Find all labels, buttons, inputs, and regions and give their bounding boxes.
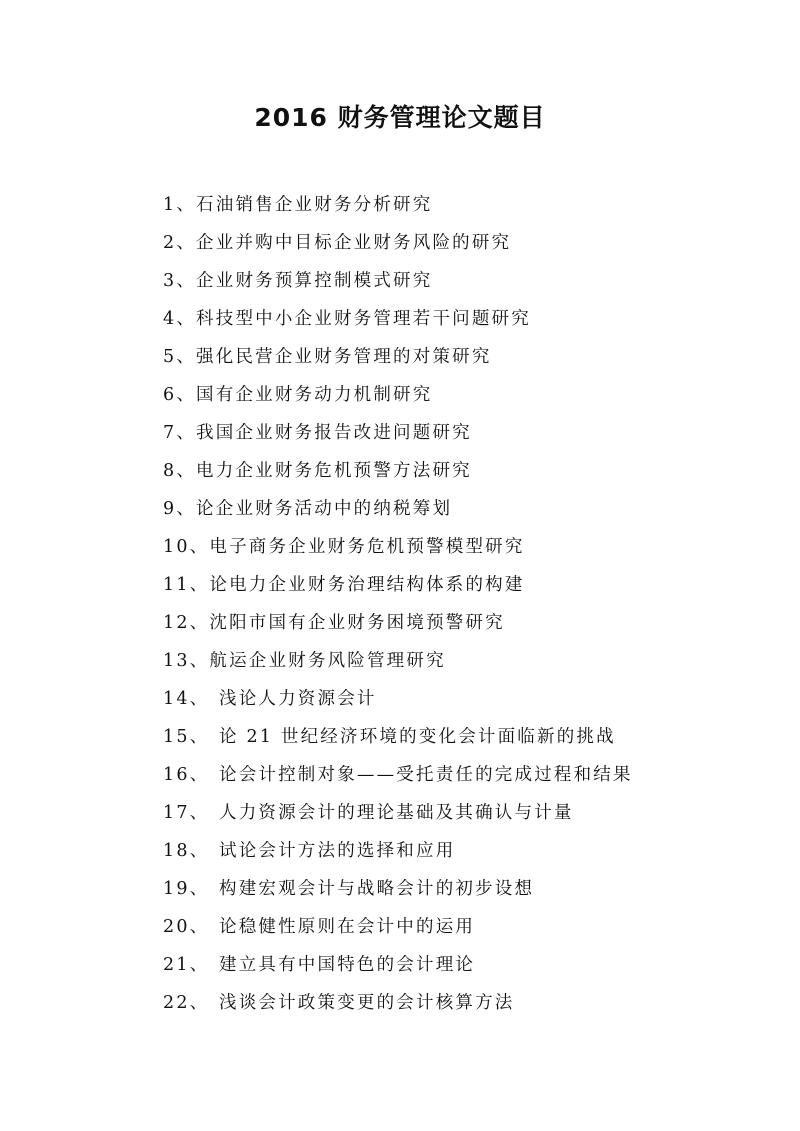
topic-number: 13、 xyxy=(163,651,210,671)
topic-list xyxy=(163,186,633,1022)
topic-text: 试论会计方法的选择和应用 xyxy=(219,841,456,861)
topic-item xyxy=(163,262,633,300)
topic-item xyxy=(163,338,633,376)
topic-number: 18、 xyxy=(163,841,210,861)
topic-item xyxy=(163,528,633,566)
topic-number: 21、 xyxy=(163,955,210,975)
document-title: 2016 财务管理论文题目 xyxy=(254,103,546,132)
topic-number: 20、 xyxy=(163,917,210,937)
topic-text: 企业并购中目标企业财务风险的研究 xyxy=(196,233,512,253)
topic-text: 沈阳市国有企业财务困境预警研究 xyxy=(209,613,505,633)
topic-item xyxy=(163,186,633,224)
topic-text: 电力企业财务危机预警方法研究 xyxy=(196,461,472,481)
topic-text: 科技型中小企业财务管理若干问题研究 xyxy=(196,309,531,329)
topic-text: 浅论人力资源会计 xyxy=(219,689,377,709)
topic-item xyxy=(163,718,633,756)
topic-item xyxy=(163,604,633,642)
topic-item xyxy=(163,794,633,832)
topic-item xyxy=(163,224,633,262)
topic-item xyxy=(163,908,633,946)
topic-text: 论会计控制对象——受托责任的完成过程和结果 xyxy=(219,765,633,785)
topic-item xyxy=(163,300,633,338)
topic-text: 石油销售企业财务分析研究 xyxy=(196,195,433,215)
topic-number: 4、 xyxy=(163,309,197,329)
topic-text: 构建宏观会计与战略会计的初步设想 xyxy=(219,879,535,899)
topic-text: 企业财务预算控制模式研究 xyxy=(196,271,433,291)
topic-number: 2、 xyxy=(163,233,197,253)
topic-number: 3、 xyxy=(163,271,197,291)
topic-text: 论企业财务活动中的纳税筹划 xyxy=(196,499,453,519)
topic-text: 浅谈会计政策变更的会计核算方法 xyxy=(219,993,515,1013)
topic-number: 6、 xyxy=(163,385,197,405)
topic-number: 22、 xyxy=(163,993,210,1013)
topic-item xyxy=(163,642,633,680)
topic-number: 11、 xyxy=(163,575,210,595)
topic-item xyxy=(163,984,633,1022)
topic-item xyxy=(163,490,633,528)
topic-item xyxy=(163,376,633,414)
topic-item xyxy=(163,414,633,452)
topic-text: 论电力企业财务治理结构体系的构建 xyxy=(209,575,525,595)
topic-text: 论 21 世纪经济环境的变化会计面临新的挑战 xyxy=(219,727,616,747)
topic-number: 12、 xyxy=(163,613,210,633)
topic-number: 10、 xyxy=(163,537,210,557)
topic-item xyxy=(163,756,633,794)
topic-number: 17、 xyxy=(163,803,210,823)
topic-text: 建立具有中国特色的会计理论 xyxy=(219,955,476,975)
topic-text: 电子商务企业财务危机预警模型研究 xyxy=(209,537,525,557)
topic-item xyxy=(163,566,633,604)
topic-item xyxy=(163,452,633,490)
topic-text: 我国企业财务报告改进问题研究 xyxy=(196,423,472,443)
topic-number: 15、 xyxy=(163,727,210,747)
topic-item xyxy=(163,832,633,870)
topic-item xyxy=(163,946,633,984)
topic-text: 国有企业财务动力机制研究 xyxy=(196,385,433,405)
topic-item xyxy=(163,870,633,908)
topic-number: 9、 xyxy=(163,499,197,519)
topic-number: 5、 xyxy=(163,347,197,367)
topic-text: 人力资源会计的理论基础及其确认与计量 xyxy=(219,803,574,823)
topic-item xyxy=(163,680,633,718)
topic-number: 19、 xyxy=(163,879,210,899)
topic-number: 16、 xyxy=(163,765,210,785)
topic-number: 8、 xyxy=(163,461,197,481)
topic-text: 强化民营企业财务管理的对策研究 xyxy=(196,347,492,367)
topic-text: 论稳健性原则在会计中的运用 xyxy=(219,917,476,937)
topic-number: 14、 xyxy=(163,689,210,709)
topic-text: 航运企业财务风险管理研究 xyxy=(209,651,446,671)
topic-number: 1、 xyxy=(163,195,197,215)
topic-number: 7、 xyxy=(163,423,197,443)
